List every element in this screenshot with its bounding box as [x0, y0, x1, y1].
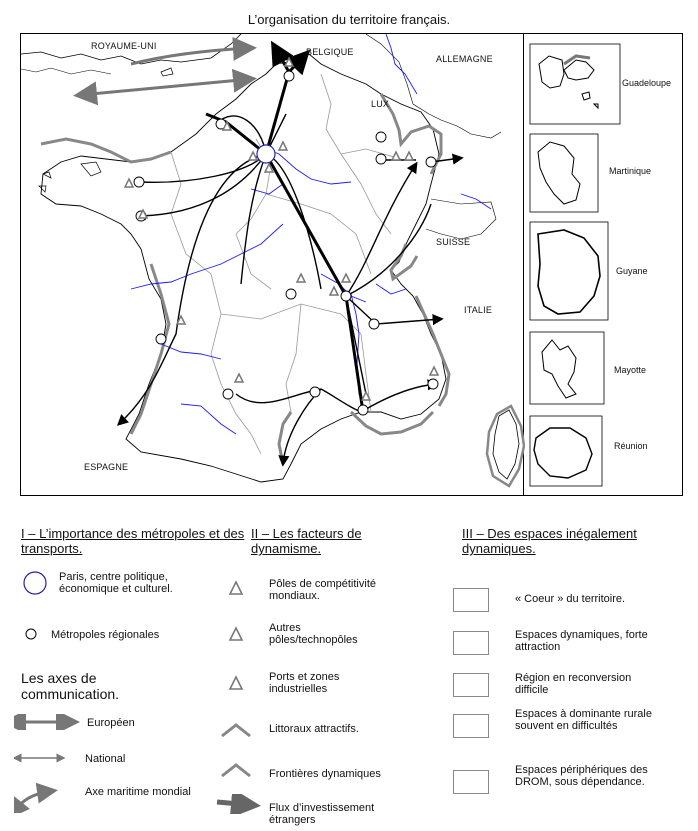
label-espagne: ESPAGNE [84, 462, 129, 472]
drom-insets-svg [524, 34, 683, 497]
legend-dynamiques: Espaces dynamiques, forte attraction [515, 629, 648, 653]
inset-label-guyane: Guyane [616, 266, 648, 276]
regional-metropoles [134, 71, 438, 415]
inset-label-reunion: Réunion [614, 441, 648, 451]
legend-flux: Flux d’investissement étrangers [269, 802, 375, 826]
dynamiques-swatch [453, 631, 489, 655]
page-title: L’organisation du territoire français. [247, 12, 451, 27]
legend-section3-title: III – Des espaces inégalement dynamiques. [462, 526, 637, 556]
label-suisse: SUISSE [436, 237, 471, 247]
european-axis-symbol [14, 714, 80, 730]
frontieres-symbol [218, 760, 254, 780]
maritime-axis-channel-2 [91, 79, 251, 94]
legend-maritime: Axe maritime mondial [85, 786, 191, 798]
littoraux-symbol [218, 720, 254, 740]
legend-national: National [85, 753, 126, 765]
legend-peripheriques: Espaces périphériques des DROM, sous dépendance. [515, 764, 648, 788]
inset-label-mayotte: Mayotte [614, 365, 647, 375]
metropole-legend-symbol [24, 627, 38, 641]
legend-section1-title: I – L’importance des métropoles et des transports. [21, 526, 245, 556]
inset-label-guadeloupe: Guadeloupe [622, 78, 672, 88]
france-map [20, 33, 524, 496]
border-atlantic [131, 264, 169, 434]
legend-europeen: Européen [87, 717, 135, 729]
legend-metropoles: Métropoles régionales [51, 629, 160, 641]
ports-symbol [228, 675, 244, 691]
uk-coast-2 [21, 68, 111, 74]
legend-coeur: « Coeur » du territoire. [515, 593, 626, 605]
flux-symbol [213, 794, 263, 814]
label-italie: ITALIE [464, 305, 493, 315]
legend-ports: Ports et zones industrielles [269, 671, 340, 695]
reunion-shape [534, 428, 592, 478]
label-allemagne: ALLEMAGNE [436, 54, 493, 64]
autres-poles-symbol [228, 626, 244, 642]
drom-insets [524, 33, 683, 496]
france-map-svg [21, 34, 525, 497]
label-lux: LUX [371, 99, 390, 109]
paris-marker [257, 145, 275, 163]
atlantic-islands [39, 68, 173, 220]
legend-paris: Paris, centre politique, économique et culturel. [59, 571, 173, 595]
legend-axes-title: Les axes de communication. [21, 670, 120, 702]
national-axis-symbol [14, 751, 70, 765]
legend-section2-title: II – Les facteurs de dynamisme. [251, 526, 362, 556]
legend-littoraux: Littoraux attractifs. [269, 723, 359, 735]
guadeloupe-shape [539, 56, 598, 108]
legend-frontieres: Frontières dynamiques [269, 768, 381, 780]
legend-reconversion: Région en reconversion difficile [515, 672, 632, 696]
label-belgique: BELGIQUE [306, 47, 354, 57]
paris-legend-symbol [22, 570, 48, 596]
guyane-shape [538, 230, 600, 314]
label-royaume-uni: ROYAUME-UNI [91, 41, 157, 51]
rurale-swatch [453, 714, 489, 738]
reconversion-swatch [453, 673, 489, 697]
germany-outline [366, 34, 501, 138]
mayotte-shape [542, 340, 576, 398]
legend-poles-competitivite: Pôles de compétitivité mondiaux. [269, 578, 376, 602]
european-corridors [206, 46, 363, 412]
peripheriques-swatch [453, 770, 489, 794]
inset-label-martinique: Martinique [609, 166, 652, 176]
corsica [493, 410, 519, 479]
border-italy [416, 296, 449, 406]
maritime-axis-symbol [14, 783, 58, 813]
pole-competitivite-symbol [228, 580, 244, 596]
martinique-shape [538, 142, 580, 204]
coeur-swatch [453, 588, 489, 612]
legend-rurale: Espaces à dominante rurale souvent en difficultés [515, 708, 652, 732]
legend-autres-poles: Autres pôles/technopôles [269, 622, 358, 646]
